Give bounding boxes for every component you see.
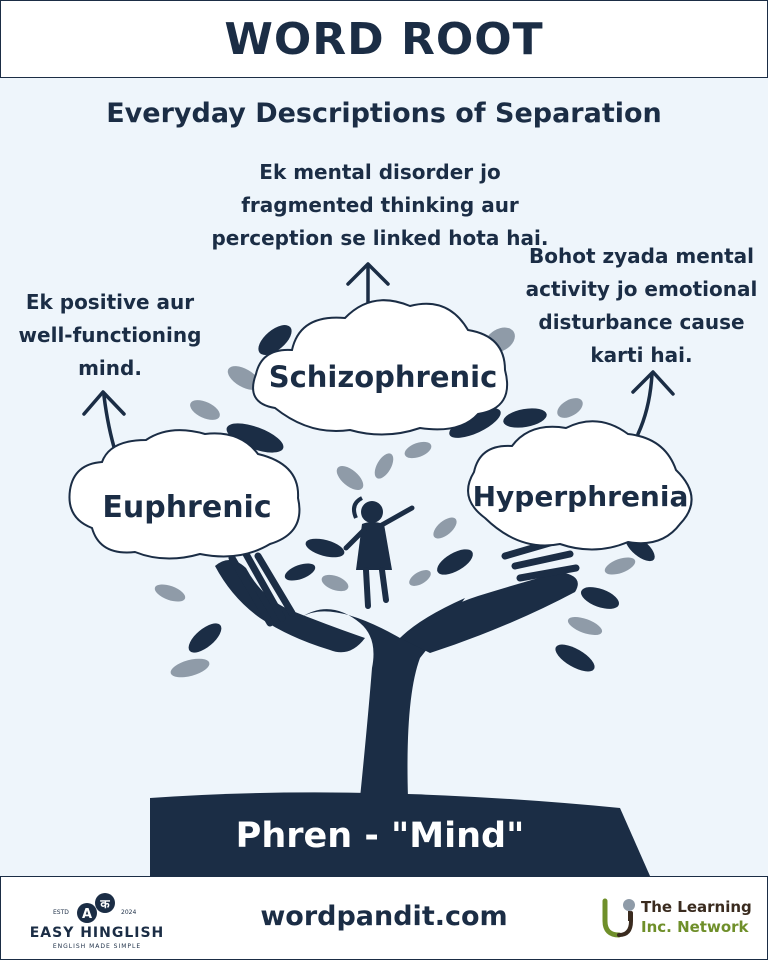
logo-tagline: ENGLISH MADE SIMPLE [52, 943, 142, 950]
word-euphrenic: Euphrenic [102, 490, 272, 525]
learning-inc-line2: Inc. Network [641, 918, 749, 936]
learning-inc-line1: The Learning [641, 898, 752, 916]
logo-name: EASY HINGLISH [29, 925, 165, 941]
learning-inc-text [641, 897, 752, 937]
subtitle: Everyday Descriptions of Separation [106, 98, 662, 129]
root-label: Phren - "Mind" [235, 816, 525, 856]
page-title: WORD ROOT [224, 13, 544, 65]
site-link[interactable]: wordpandit.com [260, 901, 508, 932]
arrow-hyperphrenia-icon [633, 372, 673, 434]
illustration-panel [0, 78, 768, 876]
definition-line: Ek positive aur [25, 290, 195, 314]
word-hyperphrenia: Hyperphrenia [472, 480, 689, 513]
badge-a: A [81, 907, 93, 922]
definition-line: karti hai. [590, 343, 693, 367]
logo-est: ESTD [53, 909, 69, 916]
word-schizophrenic: Schizophrenic [268, 360, 498, 394]
euphrenic-definition [0, 286, 220, 385]
definition-line: disturbance cause [538, 310, 745, 334]
tree-u-icon [601, 895, 637, 939]
hyperphrenia-definition [515, 240, 768, 372]
learning-inc-logo [601, 895, 761, 943]
child-figure [346, 498, 412, 606]
definition-line: mind. [78, 356, 142, 380]
definition-line: Ek mental disorder jo [259, 160, 501, 184]
definition-line: fragmented thinking aur [241, 193, 519, 217]
footer [0, 876, 768, 960]
badge-k: क [100, 897, 110, 911]
logo-year: 2024 [121, 909, 137, 916]
definition-line: well-functioning [18, 323, 202, 347]
definition-line: perception se linked hota hai. [211, 226, 549, 250]
right-hand-shape [400, 572, 578, 653]
definition-line: activity jo emotional [525, 277, 758, 301]
definition-line: Bohot zyada mental [529, 244, 754, 268]
header-banner [0, 0, 768, 78]
